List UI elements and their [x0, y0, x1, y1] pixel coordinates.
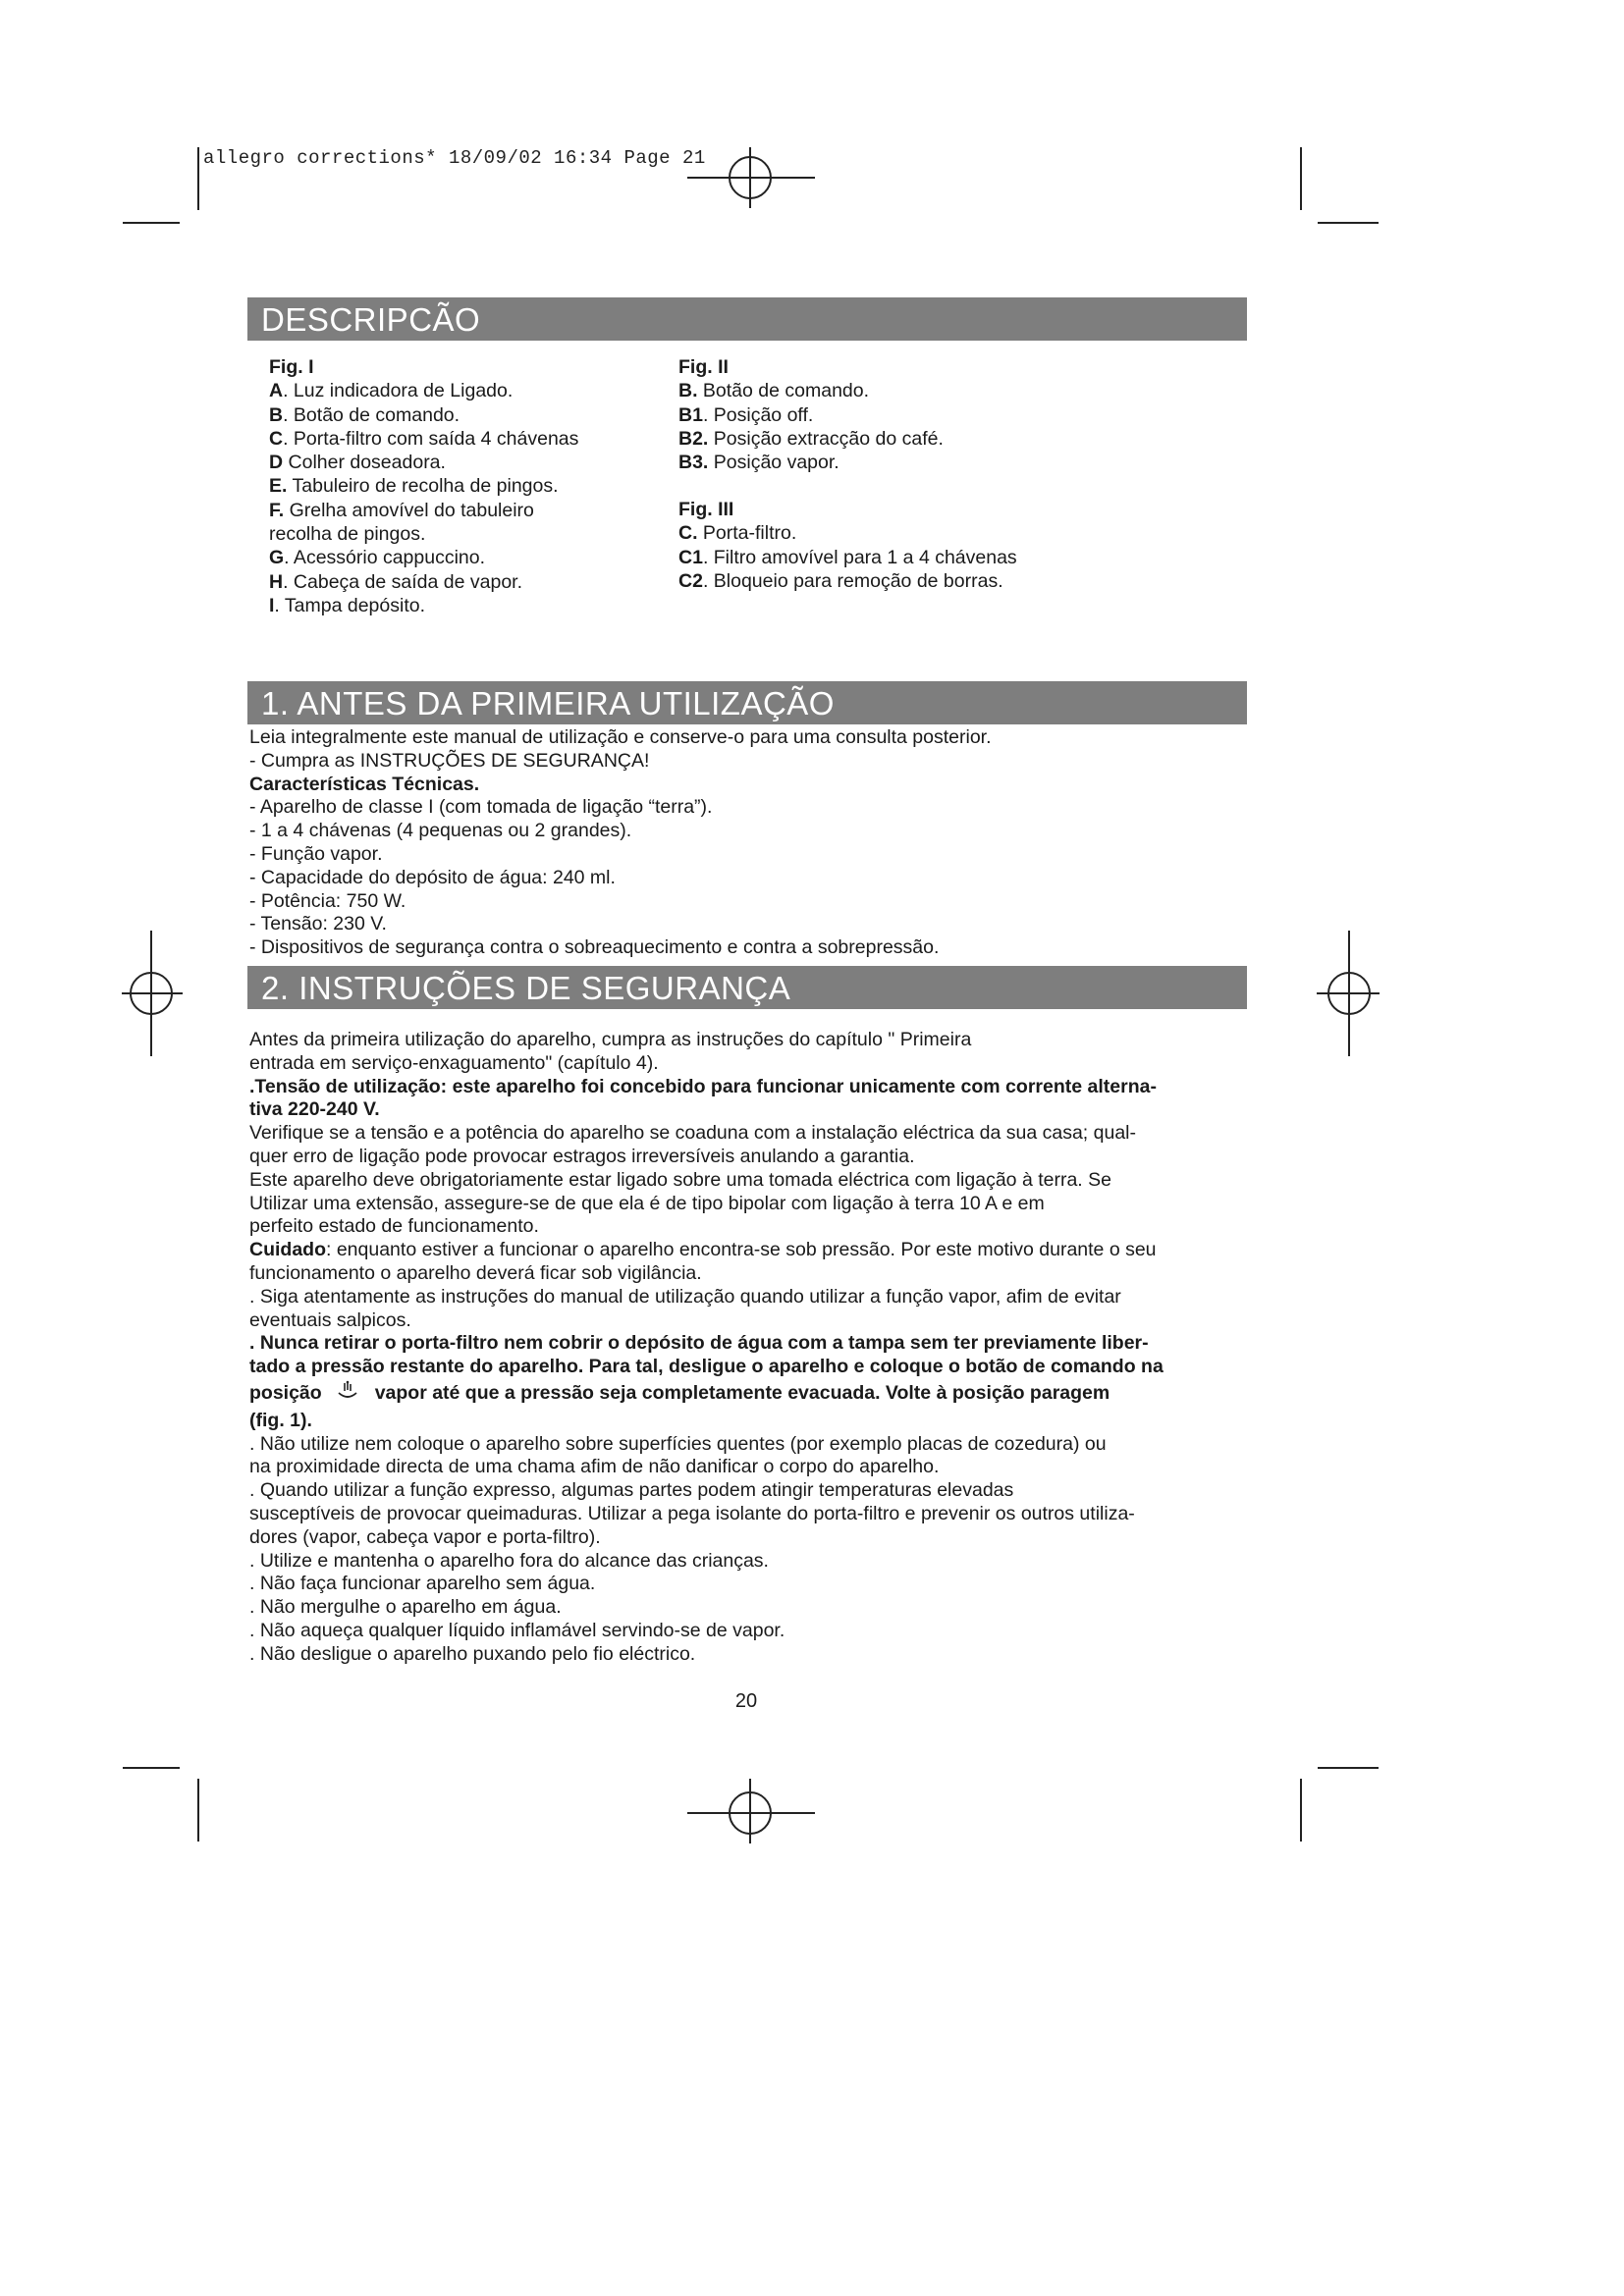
fig-item-key: B2. — [678, 427, 709, 450]
fig2-column — [678, 355, 1110, 474]
text-line: - Aparelho de classe I (com tomada de ligação “terra”). — [249, 796, 713, 819]
fig-item — [269, 594, 662, 617]
fig1-ref: (fig. 1). — [249, 1409, 312, 1431]
fig-item-text: . Bloqueio para remoção de borras. — [702, 569, 1003, 592]
text-line: . Não aqueça qualquer líquido inflamável servindo-se de vapor. — [249, 1619, 785, 1641]
text-line: . Não utilize nem coloque o aparelho sobre superfícies quentes (por exemplo placas de cozedura) ou — [249, 1432, 1107, 1455]
text-line: Este aparelho deve obrigatoriamente estar ligado sobre uma tomada eléctrica com ligação à terra. Se — [249, 1168, 1111, 1191]
text-line: Verifique se a tensão e a potência do aparelho se coaduna com a instalação eléctrica da sua casa; qual- — [249, 1122, 1137, 1145]
text-line: Leia integralmente este manual de utilização e conserve-o para uma consulta posterior. — [249, 726, 992, 748]
verifique-paragraph — [249, 1122, 1251, 1239]
fig-item-key: G — [269, 547, 285, 569]
steam-position-icon — [336, 1379, 359, 1410]
fig-item — [269, 379, 662, 402]
text-line: Antes da primeira utilização do aparelho, cumpra as instruções do capítulo " Primeira — [249, 1029, 972, 1050]
cuidado-line — [249, 1239, 1251, 1262]
seguranca-rest — [249, 1433, 1251, 1667]
fig-item — [269, 451, 662, 474]
registration-mark-icon — [687, 1779, 815, 1843]
fig-item-text: . Cabeça de saída de vapor. — [283, 570, 523, 593]
text-line: - Função vapor. — [249, 842, 383, 865]
seguranca-body — [249, 1029, 1251, 1667]
fig-item-key: B1 — [678, 403, 703, 426]
text-line: Utilizar uma extensão, assegure-se de que ela é de tipo bipolar com ligação à terra 10 A e em — [249, 1192, 1045, 1214]
crop-mark-br-h — [1318, 1767, 1379, 1769]
fig3-list — [678, 521, 1110, 593]
crop-mark-tr-v — [1300, 147, 1302, 210]
fig-item-key: C. — [678, 522, 698, 545]
fig-item-key: H — [269, 570, 284, 593]
cuidado-text: : enquanto estiver a funcionar o aparelho encontra-se sob pressão. Por este motivo durante o seu — [326, 1239, 1157, 1261]
text-line: . Não mergulhe o aparelho em água. — [249, 1596, 562, 1619]
text-line: dores (vapor, cabeça vapor e porta-filtro). — [249, 1525, 601, 1548]
text-line: tado a pressão restante do aparelho. Para tal, desligue o aparelho e coloque o botão de comando na — [249, 1356, 1164, 1378]
fig-item-key: D — [269, 452, 284, 474]
fig-item — [678, 379, 1110, 402]
fig-item — [269, 403, 662, 427]
fig-item-text: . Porta-filtro com saída 4 chávenas — [283, 427, 579, 450]
crop-mark-br-v — [1300, 1779, 1302, 1842]
crop-mark-tr-h — [1318, 222, 1379, 224]
fig-item-text: Botão de comando. — [697, 380, 870, 402]
text-line: . Utilize e mantenha o aparelho fora do alcance das crianças. — [249, 1549, 769, 1572]
page-number: 20 — [734, 1690, 758, 1712]
text-line: - Dispositivos de segurança contra o sobreaquecimento e contra a sobrepressão. — [249, 936, 940, 959]
crop-mark-bl-h — [123, 1767, 180, 1769]
text-line: . Siga atentamente as instruções do manual de utilização quando utilizar a função vapor, afim de evitar — [249, 1285, 1121, 1308]
text-line: - Tensão: 230 V. — [249, 913, 387, 935]
crop-mark-tl-v — [197, 147, 199, 210]
fig-item-text: . Filtro amovível para 1 a 4 chávenas — [702, 546, 1017, 568]
registration-mark-icon — [687, 147, 815, 210]
fig-item-key: C1 — [678, 546, 703, 568]
fig2-list — [678, 379, 1110, 474]
text-line: - Cumpra as INSTRUÇÕES DE SEGURANÇA! — [249, 749, 650, 772]
fig-item-text: . Posição off. — [702, 403, 814, 426]
crop-mark-bl-v — [197, 1779, 199, 1842]
cuidado-label: Cuidado — [249, 1239, 326, 1261]
fig3-column — [678, 498, 1110, 593]
fig-item-key: C — [269, 427, 284, 450]
fig-item-key: E. — [269, 475, 288, 498]
specs-heading: Características Técnicas. — [249, 773, 480, 795]
antes-body — [249, 726, 1251, 960]
posicao-line — [249, 1379, 1251, 1410]
fig-item-key: B. — [678, 380, 698, 402]
fig-item — [269, 546, 662, 569]
seguranca-intro — [249, 1029, 1251, 1076]
fig-item — [269, 427, 662, 451]
text-line: quer erro de ligação pode provocar estragos irreversíveis anulando a garantia. — [249, 1145, 915, 1167]
fig-item — [269, 499, 662, 522]
text-line: susceptíveis de provocar queimaduras. Utilizar a pega isolante do porta-filtro e prevenir os outros utiliza- — [249, 1502, 1135, 1524]
posicao-text-a: posição — [249, 1381, 322, 1404]
fig-item-key: B3. — [678, 452, 709, 474]
fig3-heading: Fig. III — [678, 499, 734, 520]
posicao-text-b: vapor até que a pressão seja completamente evacuada. Volte à posição paragem — [374, 1381, 1110, 1404]
fig-item-key: A — [269, 380, 284, 402]
text-line: - 1 a 4 chávenas (4 pequenas ou 2 grandes). — [249, 820, 632, 842]
text-line: tiva 220-240 V. — [249, 1098, 380, 1121]
fig-item-text: . Tampa depósito. — [274, 594, 425, 616]
text-line: .Tensão de utilização: este aparelho foi concebido para funcionar unicamente com corrente alterna- — [249, 1075, 1157, 1097]
fig-item-text: Colher doseadora. — [283, 452, 446, 474]
fig-item — [269, 570, 662, 594]
text-line: eventuais salpicos. — [249, 1308, 411, 1331]
fig-item-text: Posição extracção do café. — [708, 427, 944, 450]
fig-item-key: C2 — [678, 569, 703, 592]
registration-mark-icon — [122, 931, 183, 1056]
fig-item — [678, 451, 1110, 474]
fig-item — [678, 403, 1110, 427]
registration-mark-icon — [1317, 931, 1380, 1056]
fig-item-text: Tabuleiro de recolha de pingos. — [287, 475, 559, 498]
fig1-heading: Fig. I — [269, 356, 314, 378]
fig-item-text: Porta-filtro. — [697, 522, 797, 545]
siga-paragraph — [249, 1286, 1251, 1333]
fig2-heading: Fig. II — [678, 356, 729, 378]
fig-item-text: recolha de pingos. — [269, 523, 426, 546]
fig-item-key: F. — [269, 499, 285, 521]
text-line: na proximidade directa de uma chama afim de não danificar o corpo do aparelho. — [249, 1456, 940, 1478]
fig-item — [678, 546, 1110, 569]
fig-item — [678, 521, 1110, 545]
section-header-descricao: DESCRIPCÃO — [247, 297, 1247, 341]
cuidado-text-2: funcionamento o aparelho deverá ficar sob vigilância. — [249, 1261, 702, 1284]
section-header-antes: 1. ANTES DA PRIMEIRA UTILIZAÇÃO — [247, 681, 1247, 724]
specs-list — [249, 796, 1251, 960]
fig-item-key: B — [269, 403, 284, 426]
fig-item — [678, 569, 1110, 593]
fig1-column — [269, 355, 662, 617]
text-line: . Quando utilizar a função expresso, algumas partes podem atingir temperaturas elevadas — [249, 1479, 1014, 1502]
fig-item — [269, 522, 662, 546]
antes-lines — [249, 726, 1251, 774]
text-line: - Potência: 750 W. — [249, 889, 406, 912]
text-line: entrada em serviço-enxaguamento" (capítulo 4). — [249, 1051, 659, 1074]
crop-mark-tl-h — [123, 222, 180, 224]
text-line: - Capacidade do depósito de água: 240 ml. — [249, 866, 616, 888]
fig-item-text: Grelha amovível do tabuleiro — [284, 499, 534, 521]
fig-item-text: . Luz indicadora de Ligado. — [283, 380, 514, 402]
nunca-warning — [249, 1332, 1251, 1379]
printer-slug: allegro corrections* 18/09/02 16:34 Page 21 — [203, 147, 706, 169]
text-line: . Não desligue o aparelho puxando pelo fio eléctrico. — [249, 1642, 696, 1665]
tensao-warning — [249, 1076, 1251, 1123]
fig1-list — [269, 379, 662, 617]
fig-item-text: Posição vapor. — [708, 452, 839, 474]
fig-item-key: I — [269, 594, 275, 616]
section-header-seguranca: 2. INSTRUÇÕES DE SEGURANÇA — [247, 966, 1247, 1009]
text-line: . Não faça funcionar aparelho sem água. — [249, 1573, 596, 1595]
fig-item-text: . Botão de comando. — [283, 403, 460, 426]
fig-item-text: . Acessório cappuccino. — [284, 547, 486, 569]
text-line: . Nunca retirar o porta-filtro nem cobrir o depósito de água com a tampa sem ter previamente liber- — [249, 1332, 1149, 1355]
fig-item — [678, 427, 1110, 451]
fig-item — [269, 474, 662, 498]
text-line: perfeito estado de funcionamento. — [249, 1215, 539, 1238]
